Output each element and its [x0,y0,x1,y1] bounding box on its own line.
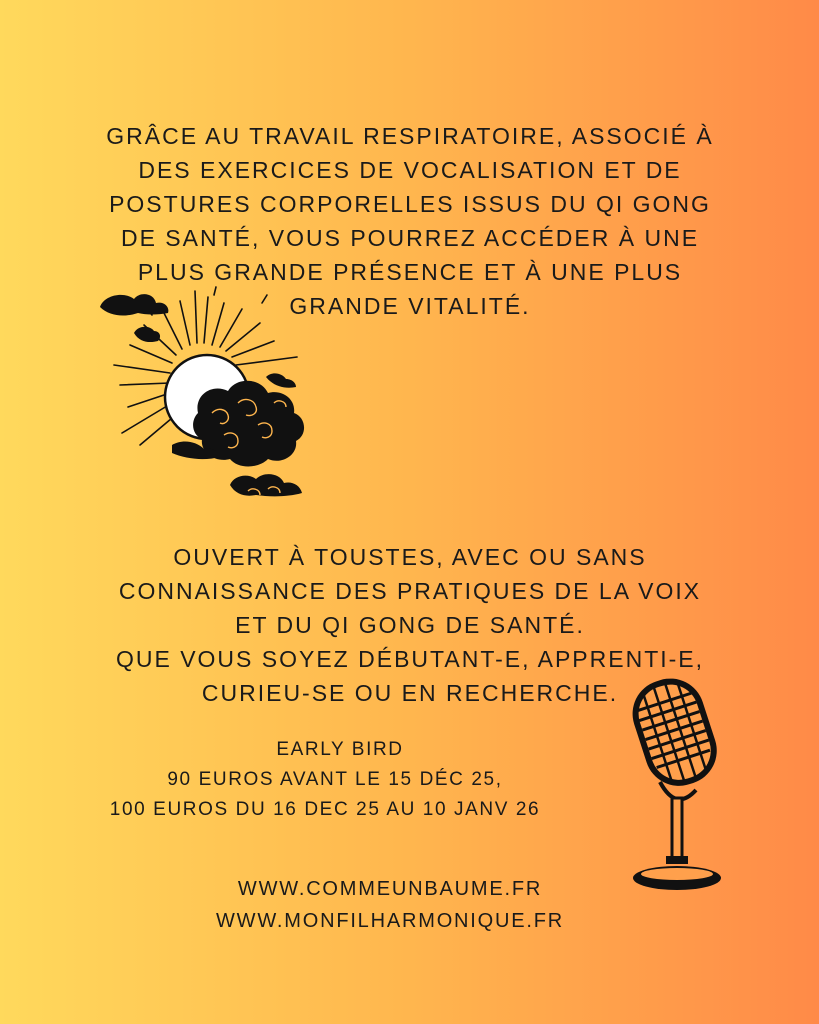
audience-line: OUVERT À TOUSTES, AVEC OU SANS [173,544,647,570]
website-link-mon-filharmonique[interactable]: WWW.MONFILHARMONIQUE.FR [215,910,565,932]
intro-line: DES EXERCICES DE VOCALISATION ET DE [138,157,682,183]
pricing-info [60,735,620,825]
audience-line: CURIEU-SE OU EN RECHERCHE. [201,680,619,706]
sun-with-clouds-icon [92,285,332,505]
website-link-comme-un-baume[interactable]: WWW.COMMEUNBAUME.FR [237,878,543,900]
audience-line: QUE VOUS SOYEZ DÉBUTANT-E, APPRENTI-E, [115,646,705,672]
audience-line: CONNAISSANCE DES PRATIQUES DE LA VOIX [118,578,702,604]
pricing-heading: EARLY BIRD [276,739,404,760]
pricing-early-price: 90 EUROS AVANT LE 15 DÉC 25, [167,769,503,790]
intro-line: POSTURES CORPORELLES ISSUS DU QI GONG [109,191,711,217]
intro-line: GRANDE VITALITÉ. [289,293,531,319]
website-links [160,873,620,937]
vintage-microphone-icon [620,670,735,900]
intro-line: DE SANTÉ, VOUS POURREZ ACCÉDER À UNE [120,225,700,251]
intro-line: GRÂCE AU TRAVAIL RESPIRATOIRE, ASSOCIÉ À [106,123,714,149]
audience-line: ET DU QI GONG DE SANTÉ. [235,612,585,638]
pricing-regular-price: 100 EUROS DU 16 DEC 25 AU 10 JANV 26 [109,799,541,820]
intro-line: PLUS GRANDE PRÉSENCE ET À UNE PLUS [137,259,683,285]
